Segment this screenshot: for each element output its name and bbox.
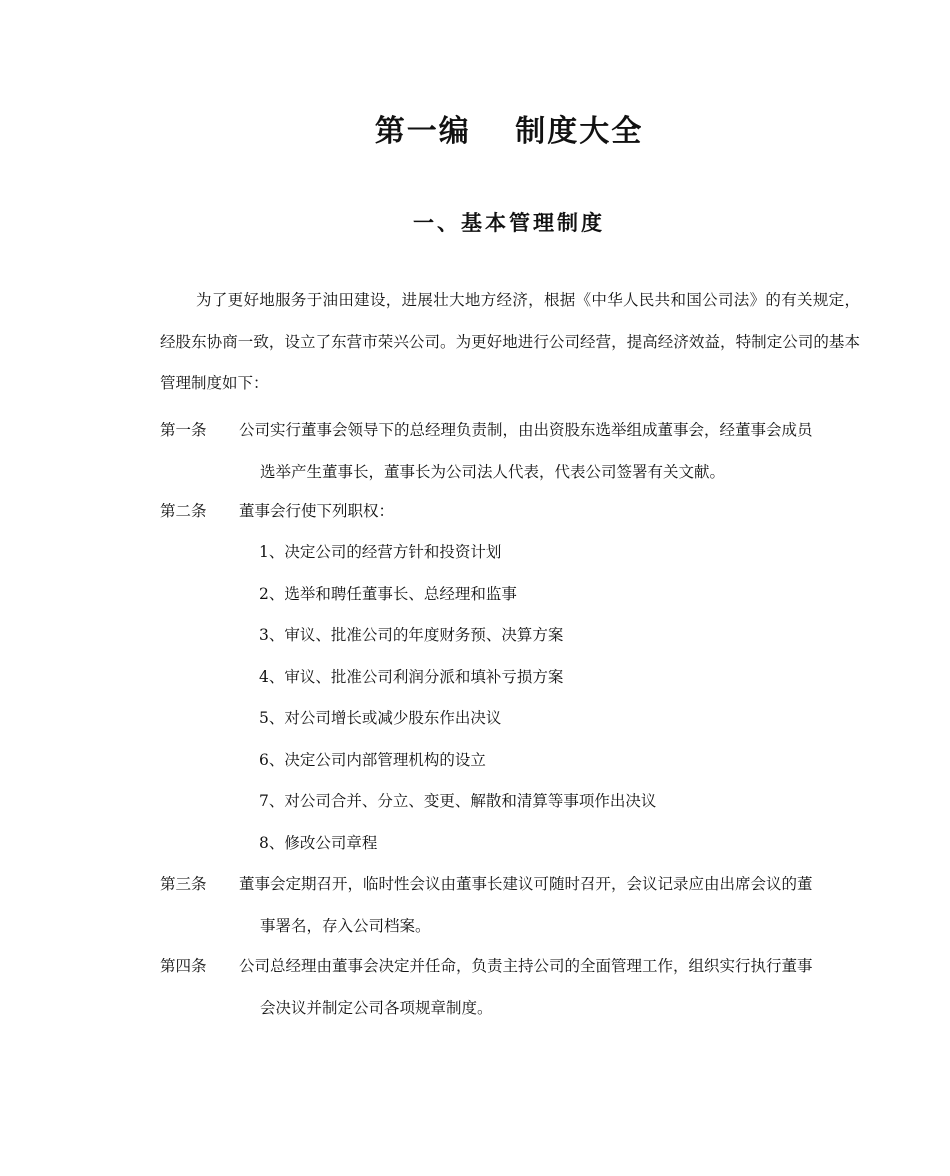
article-text-line-2: 会决议并制定公司各项规章制度。: [260, 998, 493, 1017]
list-item-7: 7、对公司合并、分立、变更、解散和清算等事项作出决议: [259, 792, 657, 810]
intro-paragraph: 为了更好地服务于油田建设，进展壮大地方经济，根据《中华人民共和国公司法》的有关规定，经股东协商一致，设立了东营市荣兴公司。为更好地进行公司经营，提高经济效益，特制定公司的基本管理制度如下：: [160, 291, 860, 392]
article-text-line-1: 董事会定期召开，临时性会议由董事长建议可随时召开，会议记录应由出席会议的董: [239, 875, 813, 893]
list-item-3: 3、审议、批准公司的年度财务预、决算方案: [259, 626, 564, 644]
section-title: 一、基本管理制度: [413, 211, 605, 235]
article-text-line-2: 事署名，存入公司档案。: [260, 916, 431, 935]
article-text-line-1: 公司实行董事会领导下的总经理负责制，由出资股东选举组成董事会，经董事会成员: [239, 421, 813, 439]
list-item-5: 5、对公司增长或减少股东作出决议: [259, 709, 502, 727]
article-text-line-1: 董事会行使下列职权：: [239, 502, 395, 520]
list-item-2: 2、选举和聘任董事长、总经理和监事: [259, 585, 517, 603]
list-item-4: 4、审议、批准公司利润分派和填补亏损方案: [259, 668, 564, 686]
list-item-6: 6、决定公司内部管理机构的设立: [259, 751, 486, 769]
article-number: 第三条: [160, 875, 207, 893]
page-title: 第一编 制度大全: [374, 114, 644, 149]
article-text-line-1: 公司总经理由董事会决定并任命，负责主持公司的全面管理工作，组织实行执行董事: [239, 957, 813, 975]
list-item-1: 1、决定公司的经营方针和投资计划: [259, 543, 502, 561]
list-item-8: 8、修改公司章程: [259, 834, 378, 852]
article-number: 第四条: [160, 957, 207, 975]
article-number: 第一条: [160, 421, 207, 439]
article-text-line-2: 选举产生董事长，董事长为公司法人代表，代表公司签署有关文献。: [260, 462, 726, 481]
article-number: 第二条: [160, 502, 207, 520]
